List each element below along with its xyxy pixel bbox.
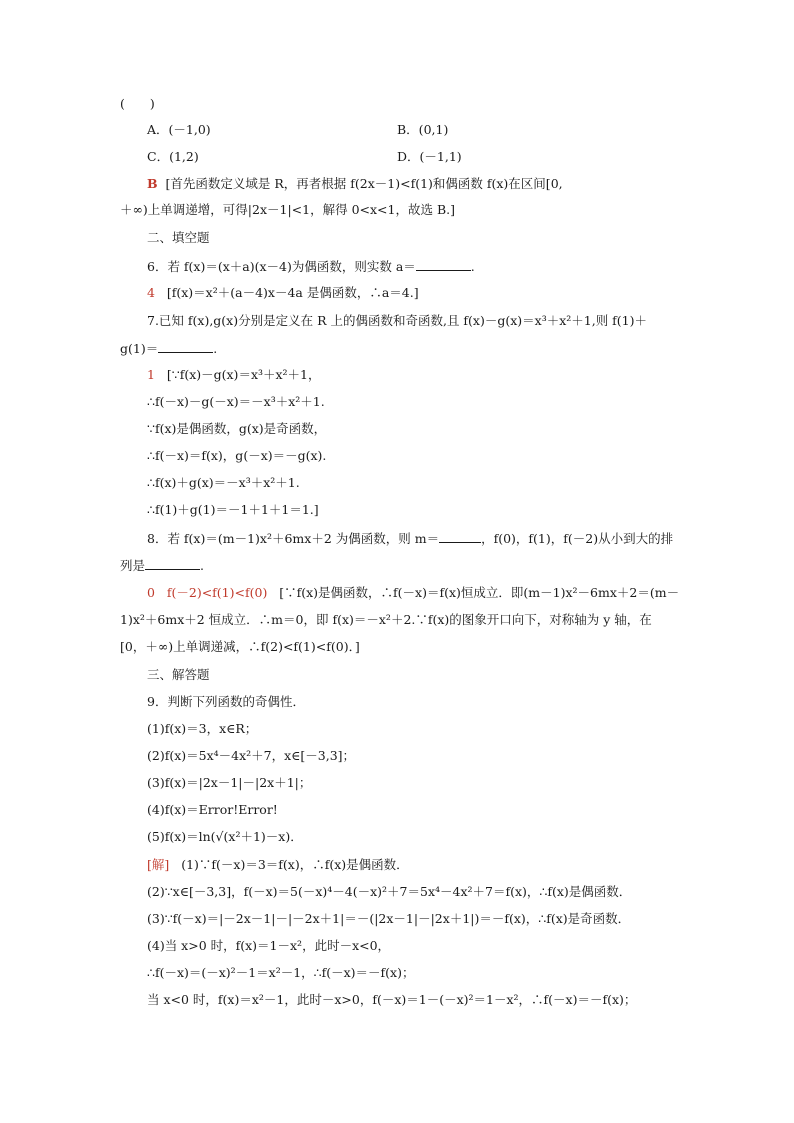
q5-option-d: D．(－1,1) [397,149,462,164]
q5-option-a: A．(－1,0) [147,122,211,137]
q8-blank-2 [145,557,200,570]
q9-solution-text1: (1)∵f(－x)＝3＝f(x)，∴f(x)是偶函数． [181,857,409,872]
q7-blank [158,340,213,353]
q5-option-b: B．(0,1) [397,122,449,137]
q5-answer: B [147,176,158,191]
section-title-solve: 三、解答题 [147,667,210,682]
q9-item-1: (1)f(x)＝3，x∈R； [147,721,258,736]
q9-solution-line6: 当 x<0 时，f(x)＝x²－1，此时－x>0，f(－x)＝1－(－x)²＝1－x²，∴f(－x)＝－f(x)； [147,992,637,1007]
q6-question-text: 6．若 f(x)＝(x＋a)(x－4)为偶函数，则实数 a＝ [147,259,416,274]
q7-solution-line4: ∴f(－x)＝f(x)，g(－x)＝－g(x). [147,448,327,463]
q5-paren: ( ) [120,96,155,111]
q6-solution [147,285,419,301]
q8-solution-text1: [∵f(x)是偶函数，∴f(－x)＝f(x)恒成立．即(m－1)x²－6mx＋2＝(m－ [279,585,680,600]
section-title-fill-in: 二、填空题 [147,230,210,245]
q6-answer: 4 [147,285,155,300]
q7-question-end: . [213,341,218,356]
q7-solution-line2: ∴f(－x)－g(－x)＝－x³＋x²＋1. [147,394,325,409]
q8-solution-line2: 1)x²＋6mx＋2 恒成立．∴m＝0，即 f(x)＝－x²＋2.∵f(x)的图象开口向下，对称轴为 y 轴，在 [120,612,652,627]
q6-explanation: [f(x)＝x²＋(a－4)x－4a 是偶函数，∴a＝4.] [166,285,419,300]
q7-question-line1: 7.已知 f(x),g(x)分别是定义在 R 上的偶函数和奇函数,且 f(x)－g(x)＝x³＋x²＋1,则 f(1)＋ [147,313,648,328]
q7-solution-line3: ∵f(x)是偶函数，g(x)是奇函数， [147,421,327,436]
q7-question-line2 [120,340,217,357]
q8-answer-1: 0 [147,585,155,600]
q6-question [147,258,475,275]
q7-solution-line1 [147,367,321,383]
q5-explanation-text1: [首先函数定义域是 R，再者根据 f(2x－1)<f(1)和偶函数 f(x)在区间[0, [165,176,563,191]
q7-solution-line6: ∴f(1)＋g(1)＝－1＋1＋1＝1.] [147,502,319,517]
q9-solution-line2: (2)∵x∈[－3,3]，f(－x)＝5(－x)⁴－4(－x)²＋7＝5x⁴－4x²＋7＝f(x)，∴f(x)是偶函数． [147,884,632,899]
q9-item-4: (4)f(x)＝Error!Error! [147,802,278,817]
q7-solution-line5: ∴f(x)＋g(x)＝－x³＋x²＋1. [147,475,300,490]
q5-explanation-line1 [147,176,563,192]
q9-question: 9．判断下列函数的奇偶性． [147,694,305,709]
q8-question-text2: 列是 [120,558,146,573]
q9-solution-line5: ∴f(－x)＝(－x)²－1＝x²－1，∴f(－x)＝－f(x)； [147,965,415,980]
q6-blank [416,258,471,271]
q8-solution-line3: [0，＋∞)上单调递减，∴f(2)<f(1)<f(0)．] [120,639,360,654]
q9-item-3: (3)f(x)＝|2x－1|－|2x＋1|； [147,775,312,790]
q9-solution-label: [解] [147,857,170,872]
q8-question-end: . [200,558,204,573]
q7-answer: 1 [147,367,155,382]
q8-solution-line1 [147,585,679,601]
q9-item-2: (2)f(x)＝5x⁴－4x²＋7，x∈[－3,3]； [147,748,356,763]
q9-solution-line4: (4)当 x>0 时，f(x)＝1－x²，此时－x<0， [147,938,391,953]
q8-question-text1b: ，f(0)，f(1)，f(－2)从小到大的排 [481,531,674,546]
q8-question-text1: 8．若 f(x)＝(m－1)x²＋6mx＋2 为偶函数，则 m＝ [147,531,440,546]
q9-solution-line1 [147,857,409,873]
q8-blank-1 [439,530,481,543]
q8-question-line1 [147,530,673,547]
q9-item-5: (5)f(x)＝ln(√(x²＋1)－x)． [147,829,303,844]
q5-explanation-line2: ＋∞)上单调递增，可得|2x－1|<1，解得 0<x<1，故选 B.] [120,202,455,217]
q5-option-c: C．(1,2) [147,149,199,164]
q9-solution-line3: (3)∵f(－x)＝|－2x－1|－|－2x＋1|＝－(|2x－1|－|2x＋1|)＝－f(x)，∴f(x)是奇函数． [147,911,631,926]
q8-answer-2: f(－2)<f(1)<f(0) [166,585,268,600]
q7-solution-text1: [∵f(x)－g(x)＝x³＋x²＋1， [166,367,321,382]
q6-question-end: . [470,259,475,274]
q8-question-line2 [120,557,204,574]
q7-question-text2: g(1)＝ [120,341,159,356]
